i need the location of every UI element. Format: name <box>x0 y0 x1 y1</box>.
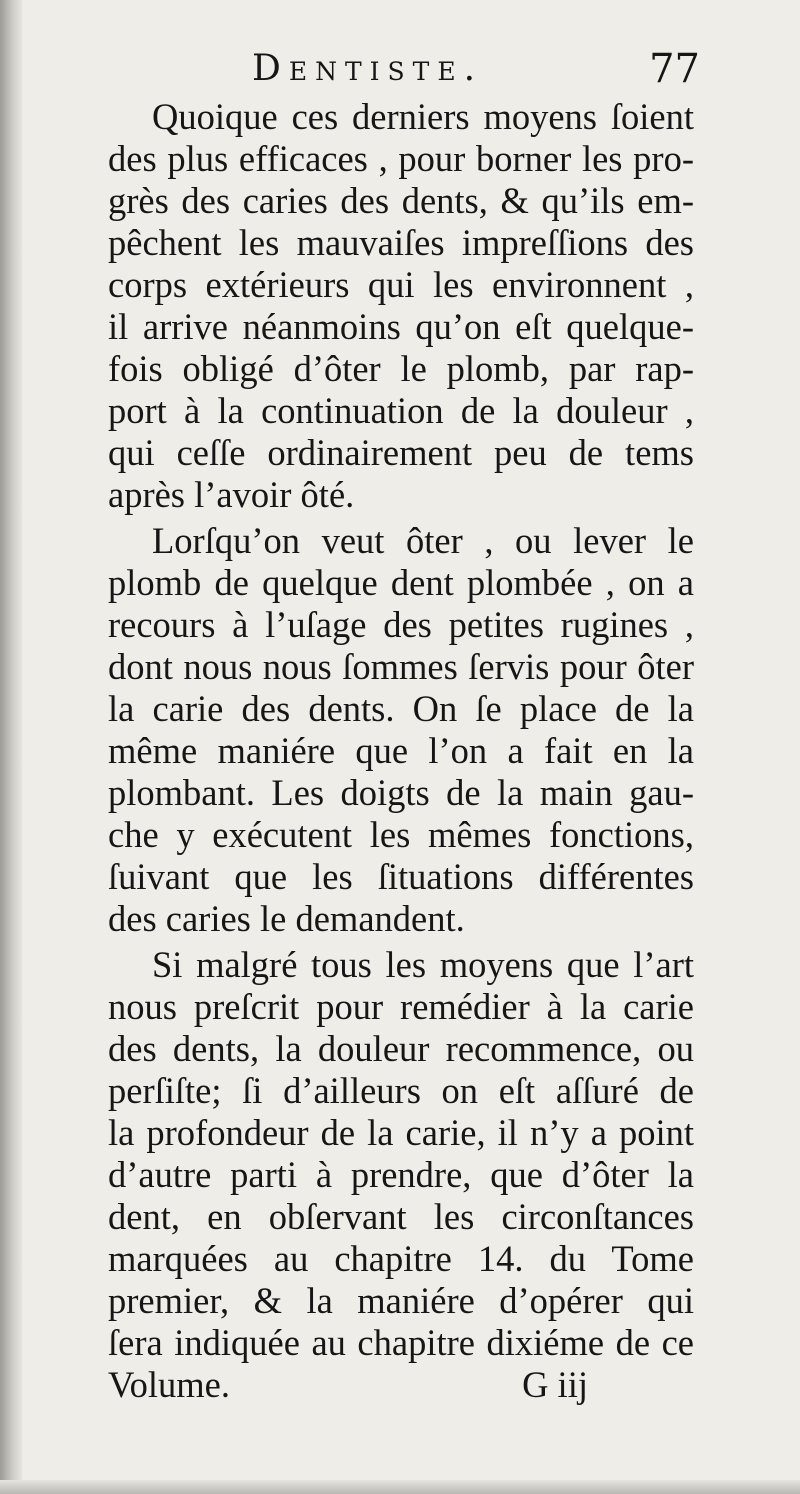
paragraph-2 <box>108 520 694 940</box>
text-line: che y exécutent les mêmes fonctions, <box>108 814 694 855</box>
page-number: 77 <box>649 46 700 92</box>
text-line: des caries le demandent. <box>108 898 465 939</box>
text-line: d’autre parti à prendre, que d’ôter la <box>108 1154 694 1195</box>
page-gutter-shadow <box>0 0 22 1494</box>
signature-mark: G iij <box>522 1364 588 1405</box>
text-line: après l’avoir ôté. <box>108 474 355 515</box>
text-line: dont nous nous ſommes ſervis pour ôter <box>108 646 694 687</box>
text-line: même maniére que l’on a fait en la <box>108 730 694 771</box>
text-line: dent, en obſervant les circonſtances <box>108 1196 694 1237</box>
text-line: des dents, la douleur recommence, ou <box>108 1028 694 1069</box>
paragraph-1 <box>108 96 694 516</box>
last-word: Volume. <box>108 1364 231 1405</box>
text-line: la profondeur de la carie, il n’y a point <box>108 1112 694 1153</box>
text-line: corps extérieurs qui les environnent , <box>108 264 694 305</box>
text-line: plomb de quelque dent plombée , on a <box>108 562 694 603</box>
paragraph-3 <box>108 944 694 1364</box>
text-line: recours à l’uſage des petites rugines , <box>108 604 694 645</box>
text-line: il arrive néanmoins qu’on eſt quelque- <box>108 306 694 347</box>
text-line: Si malgré tous les moyens que l’art <box>152 944 694 985</box>
text-line: la carie des dents. On ſe place de la <box>108 688 694 729</box>
text-line: qui ceſſe ordinairement peu de tems <box>108 432 694 473</box>
text-line: port à la continuation de la douleur , <box>108 390 694 431</box>
text-line: plombant. Les doigts de la main gau- <box>108 772 694 813</box>
text-line: perſiſte; ſi d’ailleurs on eſt aſſuré de <box>108 1070 694 1111</box>
text-line: nous preſcrit pour remédier à la carie <box>108 986 694 1027</box>
text-line: des plus efficaces , pour borner les pro- <box>108 138 694 179</box>
body-text <box>108 96 694 1406</box>
text-line: ſera indiquée au chapitre dixiéme de ce <box>108 1322 694 1363</box>
final-line <box>108 1364 694 1406</box>
text-line: premier, & la maniére d’opérer qui <box>108 1280 694 1321</box>
text-line: marquées au chapitre 14. du Tome <box>108 1238 694 1279</box>
text-line: Lorſqu’on veut ôter , ou lever le <box>152 520 694 561</box>
text-line: ſuivant que les ſituations différentes <box>108 856 694 897</box>
text-line: Quoique ces derniers moyens ſoient <box>152 96 694 137</box>
text-line: pêchent les mauvaiſes impreſſions des <box>108 222 694 263</box>
running-head <box>252 46 700 96</box>
text-line: grès des caries des dents, & qu’ils em- <box>108 180 694 221</box>
page-bottom-edge <box>0 1480 800 1494</box>
running-title: Dentiste. <box>252 48 484 89</box>
text-line: fois obligé d’ôter le plomb, par rap- <box>108 348 694 389</box>
